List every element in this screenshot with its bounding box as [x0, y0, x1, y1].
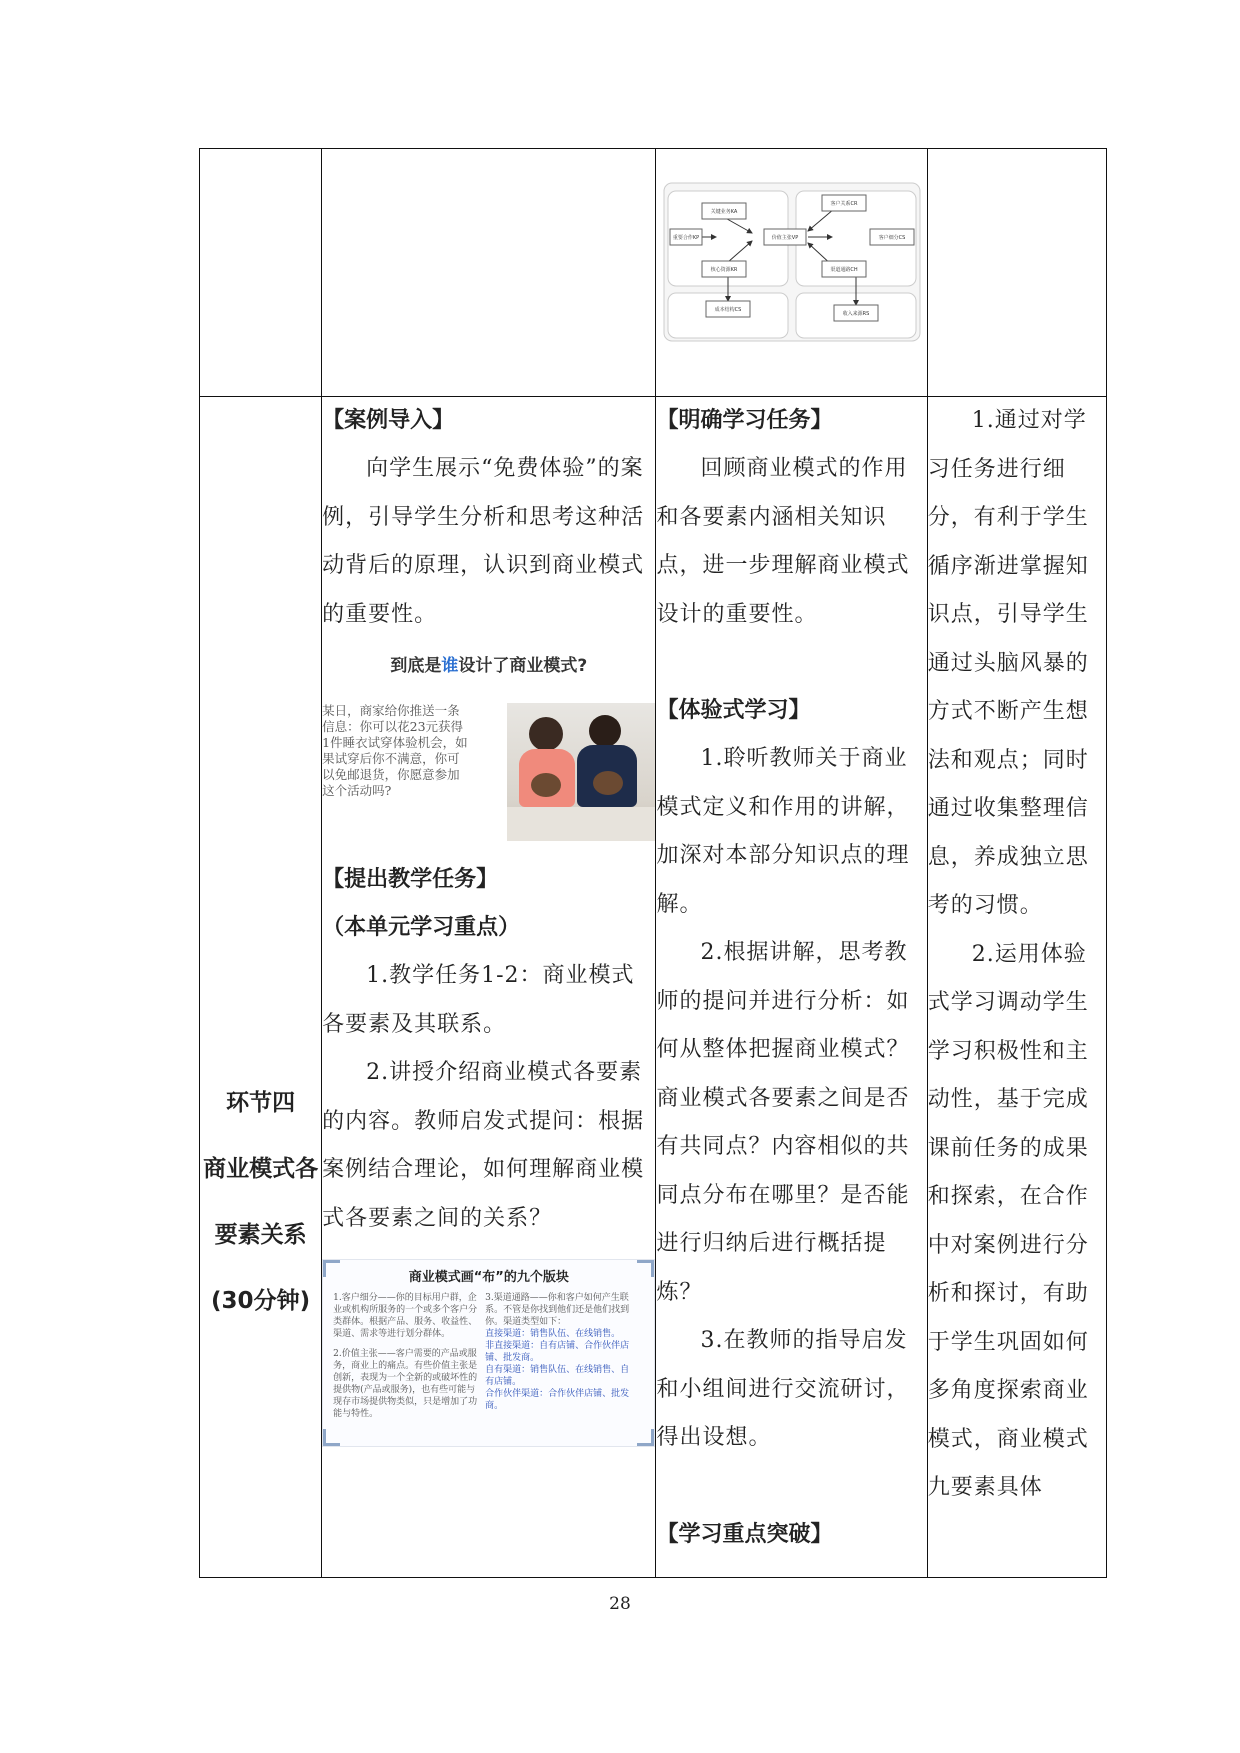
- task-item-1: 1.教学任务1-2：商业模式各要素及其联系。: [322, 963, 635, 1037]
- task-item-2: 2.讲授介绍商业模式各要素的内容。教师启发式提问：根据案例结合理论，如何理解商业模式各要素之间的关系？: [322, 1060, 645, 1231]
- diagram-label-cs: 客户细分CS: [879, 235, 906, 241]
- case-image-text: 某日，商家给你推送一条信息：你可以花23元获得1件睡衣试穿体验机会，如果试穿后你不满意，你可以免邮退货，你愿意参加这个活动吗?: [322, 703, 468, 798]
- diagram-label-rs: 收入来源RS: [843, 311, 870, 317]
- stage-duration: (30分钟): [211, 1288, 311, 1314]
- experiential-item-2: 2.根据讲解，思考教师的提问并进行分析：如何从整体把握商业模式？商业模式各要素之间是否有共同点？内容相似的共同点分布在哪里？是否能进行归纳后进行概括提炼？: [656, 940, 910, 1305]
- canvas-image-channel-4: 合作伙伴渠道：合作伙伴店铺、批发商。: [485, 1389, 630, 1411]
- breakthrough-heading: 【学习重点突破】: [656, 1521, 833, 1547]
- task-subheading: （本单元学习重点）: [322, 915, 521, 940]
- stage-cell: [200, 397, 322, 1578]
- case-image-title-pre: 到底是: [390, 656, 442, 676]
- canvas-image-channel-3: 自有渠道：销售队伍、在线销售、自有店铺。: [485, 1365, 630, 1387]
- cell-empty-4: [927, 149, 1106, 397]
- design-intent-1: 1.通过对学习任务进行细分，有利于学生循序渐进掌握知识点，引导学生通过头脑风暴的方式不断产生想法和观点；同时通过收集整理信息，养成独立思考的习惯。: [927, 408, 1089, 918]
- diagram-label-kr: 核心资源KR: [711, 267, 738, 273]
- table-row: [200, 397, 1107, 1578]
- case-image: [322, 651, 655, 856]
- learning-task-heading: 【明确学习任务】: [656, 408, 833, 433]
- business-model-diagram: [662, 181, 922, 343]
- stage-name-1: 商业模式各: [203, 1156, 319, 1182]
- diagram-label-cost: 成本结构CS: [715, 307, 742, 313]
- stage-title: 环节四: [226, 1090, 296, 1116]
- lesson-plan-table: [199, 148, 1107, 1578]
- stage-name-2: 要素关系: [214, 1222, 307, 1248]
- diagram-label-vp: 价值主张VP: [772, 235, 799, 241]
- diagram-label-ka: 关键业务KA: [711, 209, 738, 215]
- canvas-image-item-1: 1.客户细分——你的目标用户群，企业或机构所服务的一个或多个客户分类群体。根据产品、服务、收益性、渠道、需求等进行划分群体。: [333, 1293, 478, 1339]
- cell-empty-1: [200, 149, 322, 397]
- page-number: 28: [609, 1594, 631, 1614]
- table-row: [200, 149, 1107, 397]
- student-activity-cell: [656, 397, 927, 1578]
- canvas-image-item-2: 2.价值主张——客户需要的产品或服务，商业上的痛点。有些价值主张是创新，表现为一个全新的或破坏性的提供物(产品或服务)，也有些可能与现存市场提供物类似，只是增加了功能与特性。: [333, 1349, 478, 1419]
- learning-task-text: 回顾商业模式的作用和各要素内涵相关知识点，进一步理解商业模式设计的重要性。: [656, 456, 910, 627]
- experiential-item-1: 1.聆听教师关于商业模式定义和作用的讲解，加深对本部分知识点的理解。: [656, 746, 910, 917]
- case-image-title-em: 谁: [441, 656, 459, 676]
- diagram-label-ch: 渠道通路CH: [830, 267, 859, 273]
- canvas-image: [322, 1259, 655, 1447]
- design-intent-2: 2.运用体验式学习调动学生学习积极性和主动性，基于完成课前任务的成果和探索，在合作中对案例进行分析和探讨，有助于学生巩固如何多角度探索商业模式，商业模式九要素具体: [927, 941, 1089, 1500]
- teacher-activity-cell: [322, 397, 656, 1578]
- case-heading: 【案例导入】: [322, 408, 455, 433]
- canvas-image-channel-1: 直接渠道：销售队伍、在线销售。: [485, 1329, 621, 1339]
- canvas-image-channel-2: 非直接渠道：自有店铺、合作伙伴店铺、批发商。: [485, 1341, 630, 1363]
- diagram-label-cr: 客户关系CR: [831, 201, 858, 207]
- cell-diagram: [656, 149, 927, 397]
- experiential-item-3: 3.在教师的指导启发和小组间进行交流研讨，得出设想。: [656, 1328, 910, 1450]
- canvas-image-item-3: 3.渠道通路——你和客户如何产生联系。不管是你找到他们还是他们找到你。渠道类型如下：: [485, 1293, 630, 1327]
- case-text: 向学生展示“免费体验”的案例，引导学生分析和思考这种活动背后的原理，认识到商业模式的重要性。: [322, 456, 645, 627]
- canvas-image-title: 商业模式画“布”的九个版块: [408, 1270, 569, 1285]
- design-intent-cell: [927, 397, 1106, 1578]
- diagram-label-kp: 重要合作KP: [673, 235, 700, 241]
- task-heading: 【提出教学任务】: [322, 867, 499, 892]
- experiential-heading: 【体验式学习】: [656, 698, 811, 723]
- cell-empty-2: [322, 149, 656, 397]
- case-image-title-post: 设计了商业模式?: [458, 656, 588, 676]
- photo-couple: [507, 703, 655, 841]
